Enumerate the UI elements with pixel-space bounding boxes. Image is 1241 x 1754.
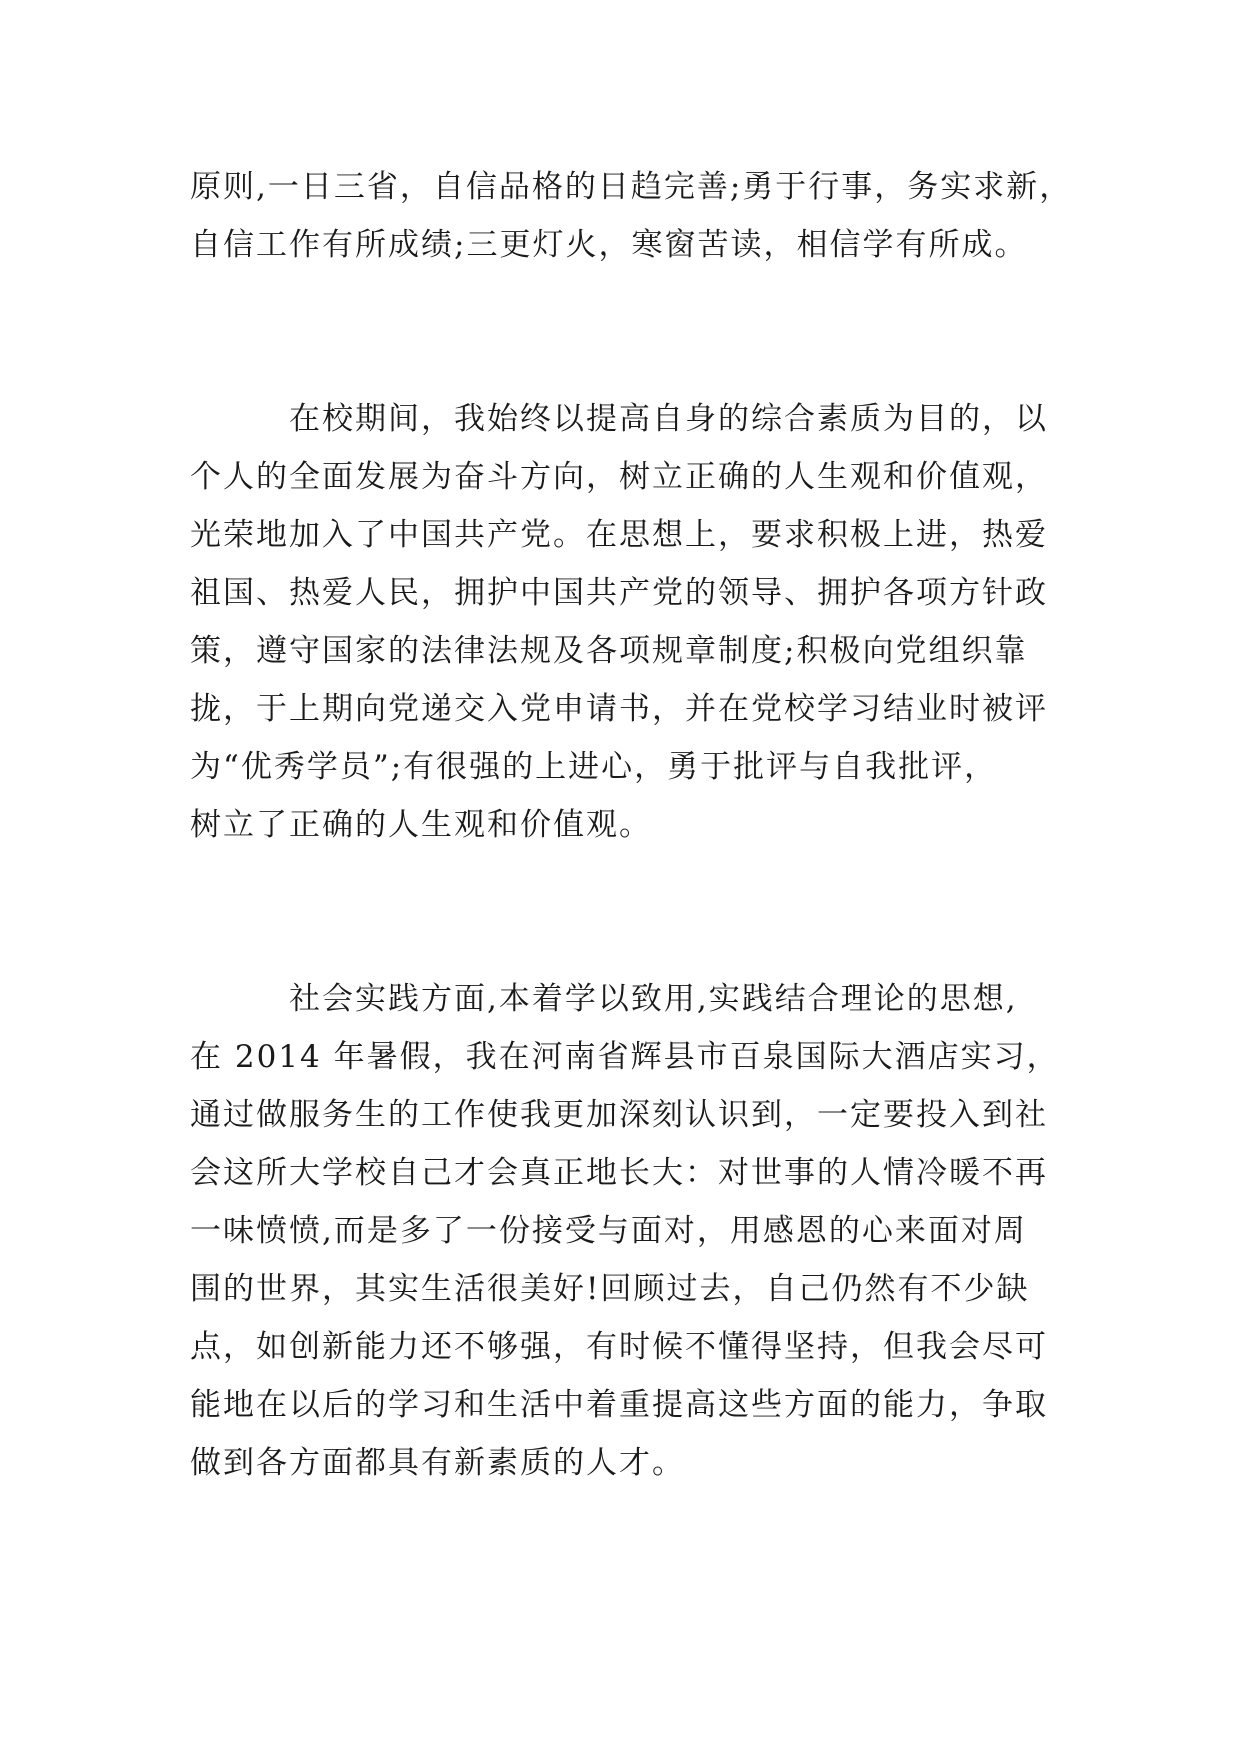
paragraph-school-period: [190, 390, 1090, 854]
paragraph-line: 一味愤愤,而是多了一份接受与面对，用感恩的心来面对周: [190, 1213, 1027, 1249]
paragraph-line: 做到各方面都具有新素质的人才。: [190, 1445, 685, 1481]
paragraph-line: 围的世界，其实生活很美好!回顾过去，自己仍然有不少缺: [190, 1271, 1030, 1307]
paragraph-line: 个人的全面发展为奋斗方向，树立正确的人生观和价值观，: [190, 459, 1048, 495]
paragraph-line: 通过做服务生的工作使我更加深刻认识到，一定要投入到社: [190, 1097, 1048, 1133]
paragraph-line: 在校期间，我始终以提高自身的综合素质为目的，以: [190, 401, 1048, 437]
paragraph-principles: [190, 158, 1090, 274]
paragraph-social-practice: [190, 970, 1090, 1492]
paragraph-line: 树立了正确的人生观和价值观。: [190, 807, 652, 843]
paragraph-line: 祖国、热爱人民，拥护中国共产党的领导、拥护各项方针政: [190, 575, 1048, 611]
paragraph-line: 在 2014 年暑假，我在河南省辉县市百泉国际大酒店实习，: [190, 1039, 1060, 1075]
paragraph-line: 策，遵守国家的法律法规及各项规章制度;积极向党组织靠: [190, 633, 1028, 669]
paragraph-line: 为“优秀学员”;有很强的上进心，勇于批评与自我批评，: [190, 749, 998, 785]
paragraph-line: 自信工作有所成绩;三更灯火，寒窗苦读，相信学有所成。: [190, 227, 1028, 263]
paragraph-line: 社会实践方面,本着学以致用,实践结合理论的思想,: [190, 981, 1018, 1017]
paragraph-line: 光荣地加入了中国共产党。在思想上，要求积极上进，热爱: [190, 517, 1048, 553]
paragraph-line: 能地在以后的学习和生活中着重提高这些方面的能力，争取: [190, 1387, 1048, 1423]
paragraph-line: 点，如创新能力还不够强，有时候不懂得坚持，但我会尽可: [190, 1329, 1048, 1365]
paragraph-line: 原则,一日三省，自信品格的日趋完善;勇于行事，务实求新，: [190, 169, 1073, 205]
paragraph-line: 拢，于上期向党递交入党申请书，并在党校学习结业时被评: [190, 691, 1048, 727]
paragraph-line: 会这所大学校自己才会真正地长大：对世事的人情冷暖不再: [190, 1155, 1048, 1191]
